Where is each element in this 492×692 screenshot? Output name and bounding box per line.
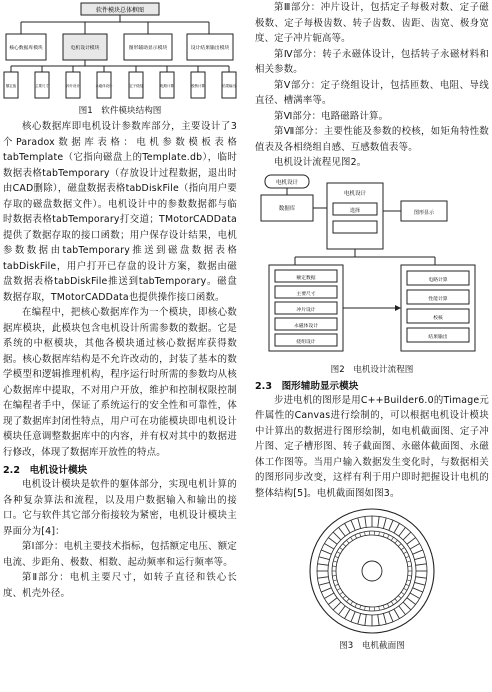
fig2-label-mid: 选择: [349, 207, 361, 214]
fig3-rotor-tooth: [407, 580, 411, 581]
fig2-arrowhead: [395, 305, 401, 311]
fig3-rotor-tooth: [355, 604, 357, 608]
fig3-rotor-tooth: [408, 566, 412, 567]
fig3-stator-tooth: [416, 564, 427, 565]
fig3-stator-tooth: [321, 550, 331, 554]
fig3-drawing: [310, 509, 434, 633]
fig3-stator-tooth: [415, 557, 426, 560]
fig3-stator-tooth: [389, 612, 393, 622]
fig3-rotor-tooth: [398, 544, 401, 547]
fig3-stator-tooth: [351, 612, 355, 622]
fig3-stator-tooth: [324, 544, 334, 550]
figure-2-caption: 图2 电机设计流程图: [330, 364, 414, 375]
fig3-stator-tooth: [403, 532, 411, 540]
fig3-stator-tooth: [351, 520, 355, 530]
fig3-rotor-tooth: [343, 596, 346, 599]
fig3-stator-tooth: [333, 602, 341, 610]
fig3-rotor-core: [336, 535, 408, 607]
fig3-stator-tooth: [403, 602, 411, 610]
left-paragraph-4: 第Ⅰ部分：电机主要技术指标，包括额定电压、额定电流、步距角、极数、相数、起动频率和运行频率等。: [3, 541, 237, 568]
fig3-stator-tooth: [317, 577, 328, 578]
fig2-left-label-1: 主要尺寸: [296, 291, 316, 297]
fig3-stator-tooth: [389, 520, 393, 530]
fig3-stator-tooth: [407, 538, 416, 545]
fig1-label-graphics: 图形辅助显示模块: [128, 46, 168, 51]
fig2-inner-box: [333, 221, 377, 233]
fig3-rotor-tooth: [360, 605, 361, 609]
fig1-leaf-label-0: 额定值: [5, 84, 17, 88]
fig3-rotor-tooth: [360, 533, 361, 537]
figure-1-caption: 图1 软件模块结构图: [78, 106, 162, 116]
left-paragraph-1: 核心数据库即电机设计参数库部分，主要设计了3个Paradox数据库表格：电机参数模板表格tabTemplate（它指向磁盘上的Template.db），临时数据表格tabTemporary（存放设计过程数据，退出时由CAD删除），磁盘数据表格tabDiskFile（指向用户要存取的磁盘数据文件）。电机设计中的参数数据都与临时数据表格tabTemporary打交道；TMotorCADData提供了数据存取的接口函数；用户保存设计结果，电机参数数据由tabTemporary推送到磁盘数据表格tabDiskFile，用户打开已存盘的设计方案，数据由磁盘数据表格tabDiskFile推送到tabTemporary。磁盘数据存取，TMotorCADData也提供操作接口函数。: [3, 121, 237, 303]
right-paragraph-5: 第Ⅶ部分：主要性能及参数的校核，如矩角特性数值表及各相绕组自感、互感数值表等。: [255, 126, 489, 153]
figure-3-caption: 图3 电机截面图: [339, 641, 405, 651]
fig1-leaf-lines: [11, 66, 229, 72]
fig3-rotor-tooth: [405, 584, 409, 585]
fig1-leaf-label-5: 电路计算: [160, 84, 174, 88]
fig3-stator-tooth: [319, 557, 330, 560]
fig3-stator-tooth: [378, 615, 379, 626]
fig3-rotor-tooth: [365, 532, 366, 536]
fig3-rotor-tooth: [365, 606, 366, 610]
right-paragraph-2: 第Ⅳ部分：转子永磁体设计，包括转子永磁材料和相关参数。: [255, 48, 489, 75]
right-paragraph-7: 步进电机的图形是用C++Builder6.0的Timage元件属性的Canvas进行绘制的，可以根据电机设计模块中计算出的数据进行图形绘制，如电机截面图、定子冲片图、定子槽形图、转子截面图、永磁体截面图、永磁体工作图等。当用户输入数据发生变化时，与数据相关的图形同步改变，这样有利于用户即时把握设计电机的整体结构[5]。电机截面图如图3。: [255, 394, 489, 499]
fig3-rotor-tooth: [387, 604, 389, 608]
left-paragraph-2: 在编程中，把核心数据库作为一个模块，即核心数据库模块，此模块包含电机设计所需参数的数据。它是系统的中枢模块，其他各模块通过核心数据库获得数据。核心数据库结构是不允许改动的，封装了基本的数学模型和逻辑推理机构，程序运行时所需的参数均从核心数据库中提取，不对用户开放，维护和控制权限控制在编程者手中，保证了系统运行的安全性和可靠性，体现了数据库封闭性特点，用户可在功能模块即电机设计模块任意调整数据库中的内容，并有权对其中的数据进行修改，体现了数据库开放性的特点。: [3, 307, 237, 458]
figure-2-flowchart: [255, 173, 489, 361]
fig3-stator-tooth: [399, 527, 406, 536]
fig2-right-label-1: 性能计算: [428, 296, 448, 302]
fig1-leaf-label-2: 冲片设计: [66, 84, 80, 88]
fig3-stator-tooth: [365, 516, 366, 527]
fig3-rotor-tooth: [379, 532, 380, 536]
fig3-stator-tooth: [399, 606, 406, 615]
fig3-stator-tooth: [317, 564, 328, 565]
section-2-2-heading: 2.2 电机设计模块: [3, 465, 88, 476]
fig2-left-label-4: 绕组设计: [296, 339, 316, 345]
fig3-rotor-tooth: [379, 606, 380, 610]
fig3-rotor-tooth: [351, 537, 353, 540]
fig3-stator-tooth: [358, 614, 361, 625]
fig2-left-label-2: 冲片设计: [296, 307, 316, 313]
fig1-label-core-db: 核心数据库模块: [9, 46, 43, 51]
fig3-rotor-tooth: [347, 599, 350, 602]
figure-1-module-diagram: [3, 0, 237, 102]
fig2-label-main: 电机设计: [343, 190, 367, 197]
fig2-left-label-3: 永磁体设计: [294, 323, 318, 329]
fig3-rotor-tooth: [404, 552, 408, 554]
fig1-leaf-label-7: 结果输出: [222, 84, 236, 88]
fig3-rotor-tooth: [333, 580, 337, 581]
fig3-airgap: [328, 527, 416, 615]
fig3-stator-tooth: [339, 606, 346, 615]
fig3-stator-tooth: [345, 523, 351, 533]
fig3-stator-tooth: [358, 518, 361, 529]
fig3-stator-tooth: [394, 609, 400, 619]
section-2-3-heading: 2.3 图形辅助显示模块: [255, 380, 359, 392]
fig3-rotor-tooth: [335, 556, 339, 557]
right-paragraph-4: 第Ⅵ部分：电路磁路计算。: [274, 110, 389, 122]
fig3-shaft: [362, 561, 382, 581]
fig2-label-data: 数据库: [278, 205, 296, 212]
fig3-stator-tooth: [319, 582, 330, 585]
fig3-rotor-tooth: [405, 556, 409, 557]
right-paragraph-6: 电机设计流程见图2。: [274, 157, 367, 168]
fig1-label-motor-design: 电机设计模块: [70, 46, 100, 51]
fig3-stator-tooth: [345, 609, 351, 619]
fig3-stator-tooth: [333, 532, 341, 540]
right-column: [255, 0, 489, 651]
fig3-stator-tooth: [324, 593, 334, 599]
fig1-label-output: 设计结果输出模块: [190, 46, 230, 51]
fig3-rotor-tooth: [395, 540, 398, 543]
fig3-stator-tooth: [410, 593, 420, 599]
fig2-right-label-2: 校核: [433, 315, 443, 321]
fig2-label-start: 电机设计: [275, 179, 299, 186]
fig2-label-graph: 图形显示: [413, 209, 435, 216]
fig3-stator-tooth: [416, 577, 427, 578]
fig3-rotor-tooth: [333, 561, 337, 562]
fig3-stator-tooth: [413, 588, 423, 592]
fig3-rotor-tooth: [335, 584, 339, 585]
fig3-rotor-tooth: [395, 599, 398, 602]
right-paragraph-1: 第Ⅲ部分：冲片设计，包括定子每极对数、定子磁极数、定子每极齿数、转子齿数、齿距、齿宽、极身宽度、定子冲片轭高等。: [255, 2, 489, 44]
fig2-right-label-0: 电路计算: [428, 277, 448, 283]
fig3-rotor-tooth: [337, 588, 341, 590]
fig3-stator-tooth: [328, 598, 337, 605]
fig1-leaf-label-6: 校核计算: [191, 84, 205, 88]
right-paragraph-3: 第Ⅴ部分：定子绕组设计，包括匝数、电阻、导线直径、槽满率等。: [255, 79, 489, 106]
left-paragraph-3: 电机设计模块是软件的躯体部分，实现电机计算的各种复杂算法和流程，以及用户数据输入和输出的接口。它与软件其它部分衔接较为紧密，电机设计模块主界面分为[4]：: [3, 479, 237, 537]
fig3-rotor-tooth: [332, 576, 336, 577]
fig1-leaf-label-4: 定子绕组: [129, 84, 143, 88]
fig1-leaf-label-3: 永磁体设计: [95, 84, 113, 88]
fig3-stator-tooth: [383, 614, 386, 625]
fig1-leaf-label-1: 主要尺寸: [35, 84, 49, 88]
fig3-rotor-tooth: [340, 592, 343, 594]
fig3-stator-tooth: [410, 544, 420, 550]
fig3-rotor-tooth: [355, 535, 357, 539]
fig3-rotor-tooth: [407, 561, 411, 562]
fig3-rotor-outer: [332, 531, 412, 611]
fig3-stator-tooth: [339, 527, 346, 536]
fig3-stator-tooth: [383, 518, 386, 529]
fig3-rotor-tooth: [404, 588, 408, 590]
fig3-stator-outer: [310, 509, 434, 633]
fig3-rotor-tooth: [340, 547, 343, 549]
fig3-rotor-tooth: [343, 544, 346, 547]
fig3-rotor-tooth: [383, 605, 384, 609]
fig3-rotor-tooth: [401, 547, 404, 549]
fig2-left-label-0: 额定数据: [296, 275, 316, 281]
fig3-rotor-tooth: [408, 576, 412, 577]
fig3-rotor-tooth: [337, 552, 341, 554]
fig2-right-label-3: 结果输出: [428, 334, 448, 340]
left-column: [3, 0, 237, 601]
fig3-rotor-tooth: [401, 592, 404, 594]
fig3-stator-tooth: [415, 582, 426, 585]
fig3-stator-tooth: [378, 516, 379, 527]
fig3-stator-tooth: [328, 538, 337, 545]
fig3-stator-tooth: [394, 523, 400, 533]
figure-3-motor-cross-section: [255, 505, 489, 639]
fig3-rotor-tooth: [347, 540, 350, 543]
fig3-rotor-tooth: [351, 601, 353, 604]
fig3-rotor-tooth: [383, 533, 384, 537]
fig3-rotor-tooth: [391, 537, 393, 540]
fig1-top-label: 软件模块总体框图: [95, 7, 145, 14]
fig3-rotor-tooth: [387, 535, 389, 539]
left-paragraph-5: 第Ⅱ部分：电机主要尺寸，如转子直径和铁心长度、机壳外径。: [3, 572, 237, 599]
fig3-stator-tooth: [365, 615, 366, 626]
fig3-stator-tooth: [407, 598, 416, 605]
fig3-stator-tooth: [413, 550, 423, 554]
fig3-rotor-tooth: [332, 566, 336, 567]
fig3-rotor-tooth: [391, 601, 393, 604]
fig3-stator-tooth: [321, 588, 331, 592]
fig3-rotor-tooth: [398, 596, 401, 599]
